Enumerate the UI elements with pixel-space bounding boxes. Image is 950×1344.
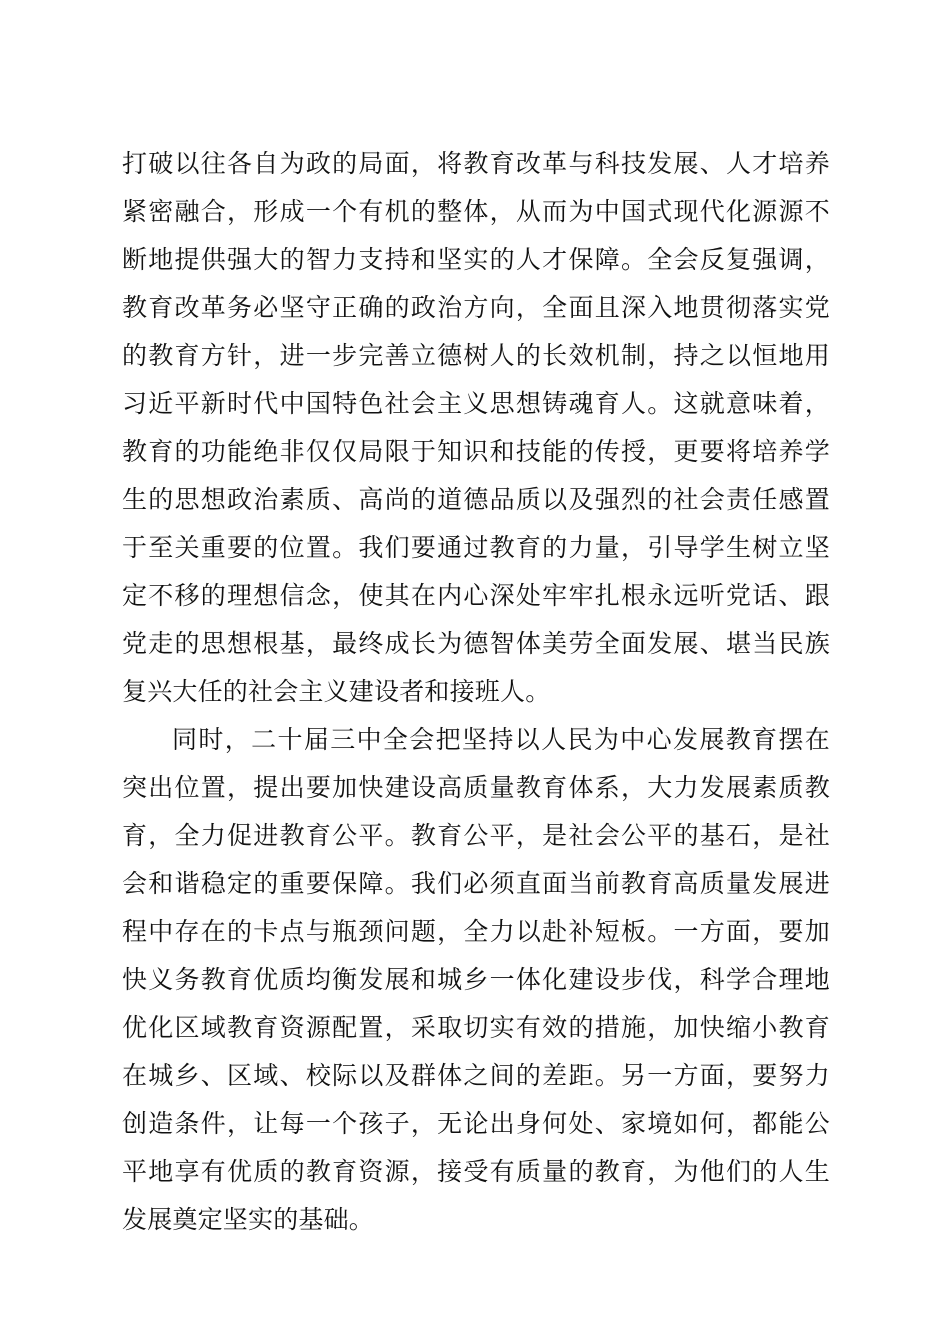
text-line: 的教育方针，进一步完善立德树人的长效机制，持之以恒地用 (122, 341, 830, 370)
text-line: 习近平新时代中国特色社会主义思想铸魂育人。这就意味着， (122, 389, 830, 418)
document-body (122, 140, 830, 1244)
text-line: 生的思想政治素质、高尚的道德品质以及强烈的社会责任感置 (122, 485, 830, 514)
text-line: 会和谐稳定的重要保障。我们必须直面当前教育高质量发展进 (122, 869, 830, 898)
text-line: 程中存在的卡点与瓶颈问题，全力以赴补短板。一方面，要加 (122, 917, 830, 946)
text-line: 于至关重要的位置。我们要通过教育的力量，引导学生树立坚 (122, 533, 830, 562)
text-line: 创造条件，让每一个孩子，无论出身何处、家境如何，都能公 (122, 1109, 830, 1138)
text-line: 育，全力促进教育公平。教育公平，是社会公平的基石，是社 (122, 821, 830, 850)
text-line: 快义务教育优质均衡发展和城乡一体化建设步伐，科学合理地 (122, 965, 830, 994)
text-line: 教育的功能绝非仅仅局限于知识和技能的传授，更要将培养学 (122, 437, 830, 466)
text-line: 打破以往各自为政的局面，将教育改革与科技发展、人才培养 (122, 149, 830, 178)
text-line: 复兴大任的社会主义建设者和接班人。 (122, 677, 551, 706)
text-line: 突出位置，提出要加快建设高质量教育体系，大力发展素质教 (122, 773, 830, 802)
text-line: 紧密融合，形成一个有机的整体，从而为中国式现代化源源不 (122, 197, 830, 226)
text-line: 断地提供强大的智力支持和坚实的人才保障。全会反复强调， (122, 245, 830, 274)
text-line: 定不移的理想信念，使其在内心深处牢牢扎根永远听党话、跟 (122, 581, 830, 610)
text-line: 在城乡、区域、校际以及群体之间的差距。另一方面，要努力 (122, 1061, 830, 1090)
text-line: 发展奠定坚实的基础。 (122, 1205, 375, 1234)
text-line: 教育改革务必坚守正确的政治方向，全面且深入地贯彻落实党 (122, 293, 830, 322)
text-line: 党走的思想根基，最终成长为德智体美劳全面发展、堪当民族 (122, 629, 830, 658)
text-line: 优化区域教育资源配置，采取切实有效的措施，加快缩小教育 (122, 1013, 830, 1042)
text-line-paragraph-start: 同时，二十届三中全会把坚持以人民为中心发展教育摆在 (172, 725, 830, 754)
text-line: 平地享有优质的教育资源，接受有质量的教育，为他们的人生 (122, 1157, 830, 1186)
